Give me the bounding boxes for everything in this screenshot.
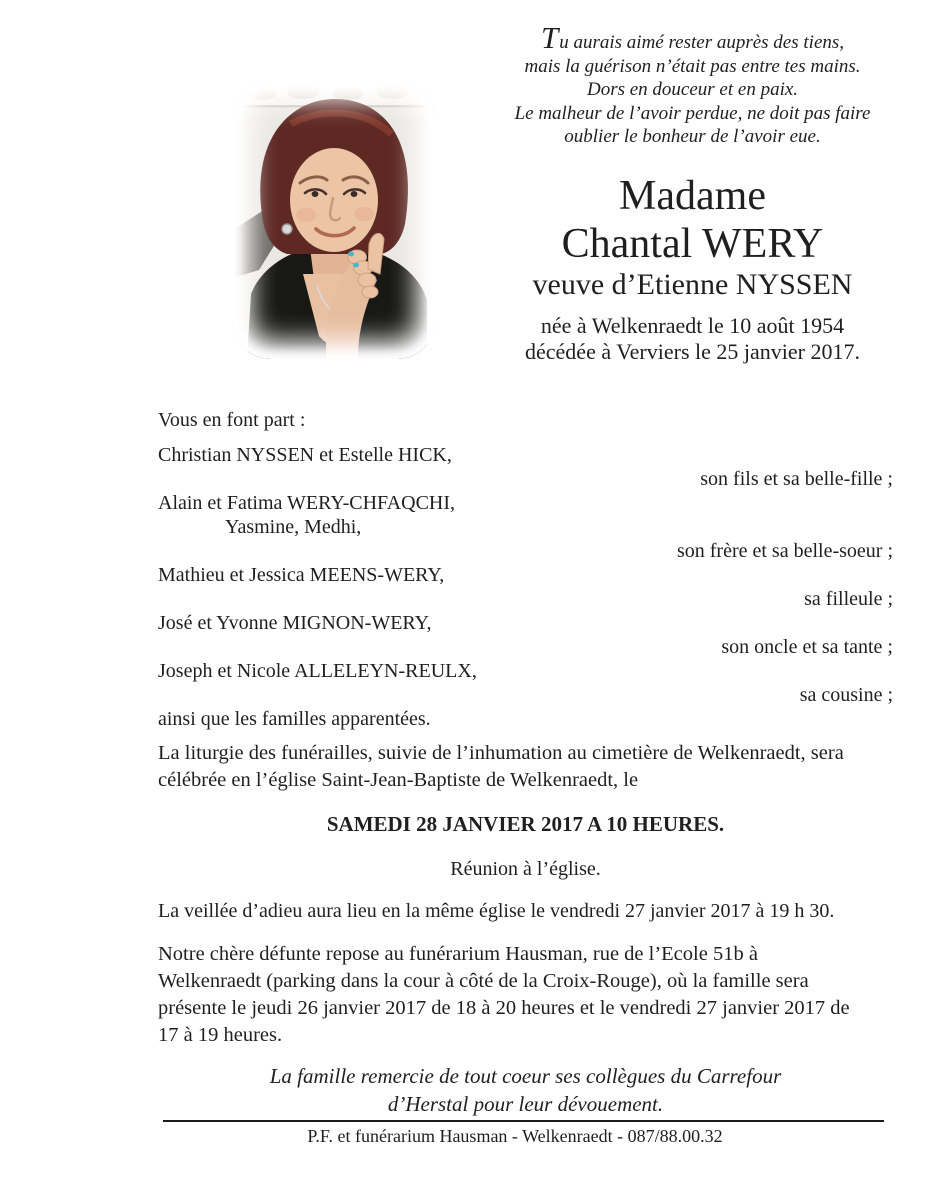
death-line: décédée à Verviers le 25 janvier 2017. [525,339,860,364]
announcement-closing: ainsi que les familles apparentées. [158,708,431,730]
ceremony-date: SAMEDI 28 JANVIER 2017 A 10 HEURES. [326,812,725,836]
funeral-home-footer: P.F. et funérarium Hausman - Welkenraedt - 087/88.00.32 [307,1126,723,1146]
poem-line: mais la guérison n’était pas entre tes mains. [524,55,861,77]
thanks-paragraph: La famille remercie de tout coeur ses collègues du Carrefour d’Herstal pour leur dévouement. [269,1064,782,1116]
poem-drop-initial: T [540,20,559,55]
family-relation: son fils et sa belle-fille ; [700,468,893,490]
birth-line: née à Welkenraedt le 10 août 1954 [540,313,845,338]
family-names-children: Yasmine, Medhi, [225,516,362,538]
poem-line: Tu aurais aimé rester auprès des tiens, [540,20,845,55]
family-names: Alain et Fatima WERY-CHFAQCHI, [158,492,456,514]
poem-line: Le malheur de l’avoir perdue, ne doit pas faire [514,102,871,124]
family-relation: sa cousine ; [799,684,893,706]
family-names: Joseph et Nicole ALLELEYN-REULX, [158,660,477,682]
portrait-illustration [233,82,435,359]
vigil-paragraph: La veillée d’adieu aura lieu en la même église le vendredi 27 janvier 2017 à 19 h 30. [158,900,835,922]
family-names: Christian NYSSEN et Estelle HICK, [158,444,452,466]
liturgy-paragraph: La liturgie des funérailles, suivie de l’inhumation au cimetière de Welkenraedt, sera célébrée en l’église Saint-Jean-Baptiste de Welkenraedt, le [158,742,844,791]
meeting-line: Réunion à l’église. [450,858,601,880]
family-relation: son frère et sa belle-soeur ; [676,540,893,562]
deceased-name-block [440,172,945,268]
deceased-name: Chantal WERY [561,221,824,267]
deceased-title: Madame [619,173,766,219]
footer-divider [163,1120,884,1122]
family-names: Mathieu et Jessica MEENS-WERY, [158,564,445,586]
memorial-poem [440,20,945,149]
family-relation: son oncle et sa tante ; [721,636,893,658]
family-names: José et Yvonne MIGNON-WERY, [158,612,432,634]
life-dates [440,313,945,365]
announcement-body [158,408,893,1118]
portrait-photo [233,82,435,359]
announcement-intro: Vous en font part : [158,409,306,431]
family-relation: sa filleule ; [804,588,893,610]
repose-paragraph: Notre chère défunte repose au funérarium Hausman, rue de l’Ecole 51b à Welkenraedt (parking dans la cour à côté de la Croix-Rouge), où la famille sera présente le jeudi 26 janvier 2017 de 18 à 20 heures et le vendredi 27 janvier 2017 de 17 à 19 heures. [158,943,850,1046]
poem-line: Dors en douceur et en paix. [586,79,799,100]
poem-line: oublier le bonheur de l’avoir eue. [564,126,821,147]
deceased-subtitle: veuve d’Etienne NYSSEN [532,268,853,301]
